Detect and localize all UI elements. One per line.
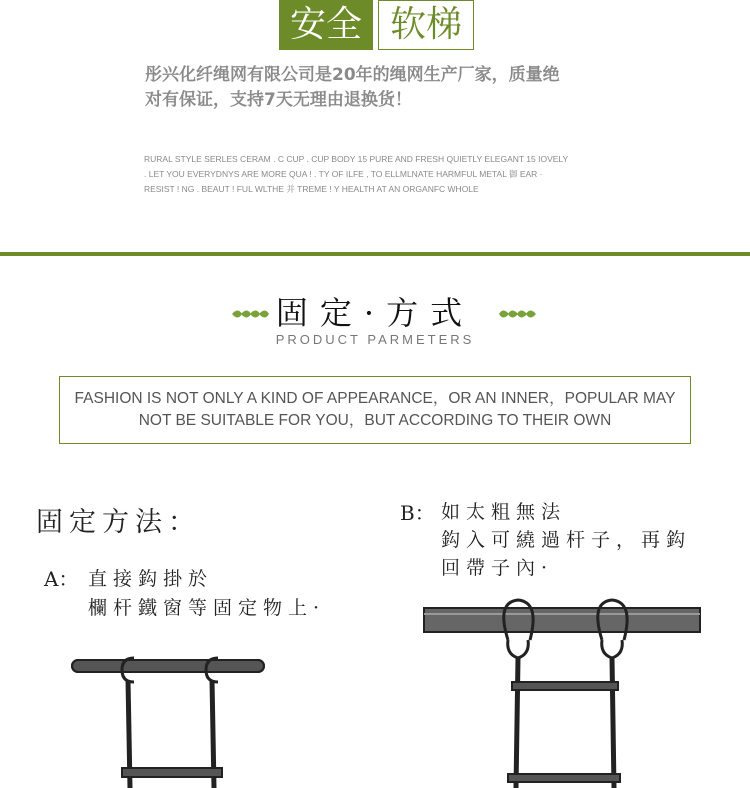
english-blurb-line-2: . LET YOU EVERYDNYS ARE MORE QUA ! . TY OF ILFE , TO ELLMLNATE HARMFUL METAL 御 EAR · <box>144 169 543 179</box>
method-b-line-1: 如太粗無法 <box>441 501 567 523</box>
intro-line-1: 彤兴化纤绳网有限公司是20年的绳网生产厂家，质量绝 <box>145 65 560 85</box>
hook-on-rail-illustration <box>60 640 280 788</box>
title-badge-outlined: 软梯 <box>378 0 474 50</box>
intro-line-2: 对有保证，支持7天无理由退换货！ <box>145 90 412 110</box>
english-blurb-line-1: RURAL STYLE SERLES CERAM . C CUP . CUP BODY 15 PURE AND FRESH QUIETLY ELEGANT 15 IOVELY <box>144 154 569 164</box>
method-b-label: B： <box>400 501 435 525</box>
method-a-line-1: 直接鈎掛於 <box>88 568 214 590</box>
method-b-line-3: 回帶子內· <box>441 557 554 579</box>
method-a-label: A： <box>44 567 79 591</box>
fashion-line-2: NOT BE SUITABLE FOR YOU，BUT ACCORDING TO THEIR OWN <box>138 412 612 429</box>
section-divider <box>0 252 750 256</box>
section-subtitle: PRODUCT PARMETERS <box>275 332 475 347</box>
title-badge-filled: 安全 <box>279 0 373 50</box>
method-b-text <box>441 498 691 582</box>
method-title: 固定方法： <box>36 507 201 538</box>
company-intro <box>145 63 615 113</box>
fashion-line-1: FASHION IS NOT ONLY A KIND OF APPEARANCE，OR AN INNER，POPULAR MAY <box>74 390 676 407</box>
fashion-quote-box <box>59 376 691 444</box>
english-blurb-line-3: RESIST ! NG . BEAUT ! FUL WLTHE 并 TREME ! Y HEALTH AT AN ORGANFC WHOLE <box>144 184 479 194</box>
method-a-line-2: 欄杆鐵窗等固定物上· <box>88 597 326 619</box>
strap-around-pole-illustration <box>420 596 705 788</box>
method-a-text <box>88 565 325 623</box>
method-b-line-2: 鈎入可繞過杆子，再鈎 <box>441 529 692 551</box>
english-blurb <box>144 152 614 197</box>
section-title: 固定·方式 <box>275 294 475 332</box>
